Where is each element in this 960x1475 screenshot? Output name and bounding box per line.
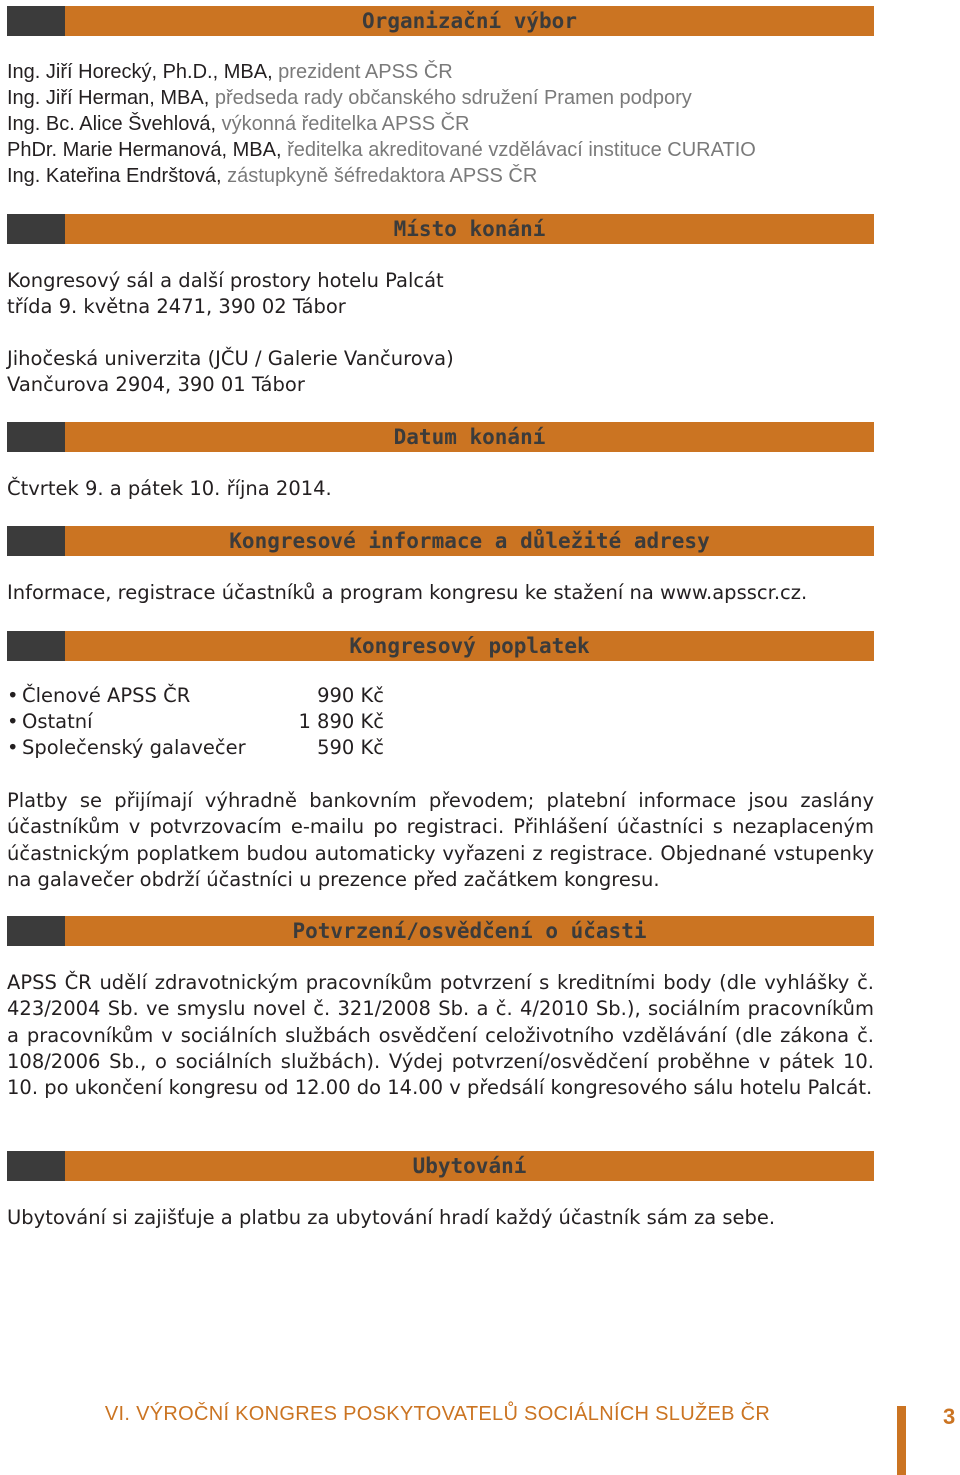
venue-line: Vančurova 2904, 390 01 Tábor <box>7 373 305 396</box>
date-text: Čtvrtek 9. a pátek 10. října 2014. <box>7 477 332 500</box>
venue-line: Jihočeská univerzita (JČU / Galerie Vančurova) <box>7 347 454 370</box>
section-title: Kongresový poplatek <box>349 634 590 658</box>
section-bar-info <box>7 526 874 556</box>
section-title: Ubytování <box>412 1154 527 1178</box>
venue-line: Kongresový sál a další prostory hotelu Palcát <box>7 269 444 292</box>
fee-note: Platby se přijímají výhradně bankovním převodem; platební informace jsou zaslány účastníkům v potvrzovacím e-mailu po registraci. Přihlášení účastníci s nezaplaceným účastnickým poplatkem budou automaticky vyřazeni z registrace. Objednané vstupenky na galavečer obdrží účastníci u prezence před začátkem kongresu. <box>7 789 874 891</box>
committee-list <box>7 59 756 189</box>
committee-member: Ing. Bc. Alice Švehlová, výkonná ředitelka APSS ČR <box>7 113 470 135</box>
fee-price: 590 Kč <box>317 736 384 759</box>
section-bar-organizing <box>7 6 874 36</box>
section-marker <box>7 214 65 244</box>
bullet: • <box>7 736 19 759</box>
venue-line: třída 9. května 2471, 390 02 Tábor <box>7 295 346 318</box>
section-bar-certificate <box>7 916 874 946</box>
bullet: • <box>7 710 19 733</box>
section-bar-date <box>7 422 874 452</box>
section-bar-accommodation <box>7 1151 874 1181</box>
section-marker <box>7 6 65 36</box>
committee-member: Ing. Kateřina Endrštová, zástupkyně šéfredaktora APSS ČR <box>7 165 538 187</box>
fee-label: Členové APSS ČR <box>22 684 191 707</box>
page-number: 3 <box>943 1404 956 1429</box>
fee-label: Společenský galavečer <box>22 736 246 759</box>
fee-row <box>7 683 384 709</box>
section-title: Kongresové informace a důležité adresy <box>229 529 710 553</box>
section-marker <box>7 1151 65 1181</box>
fee-row <box>7 735 384 761</box>
footer-title: VI. VÝROČNÍ KONGRES POSKYTOVATELŮ SOCIÁLNÍCH SLUŽEB ČR <box>104 1403 771 1425</box>
fee-row <box>7 709 384 735</box>
section-title: Potvrzení/osvědčení o účasti <box>292 919 647 943</box>
section-marker <box>7 916 65 946</box>
section-marker <box>7 631 65 661</box>
footer-rule <box>897 1406 906 1475</box>
committee-member: Ing. Jiří Horecký, Ph.D., MBA, prezident APSS ČR <box>7 61 453 83</box>
fee-price: 990 Kč <box>317 684 384 707</box>
section-title: Organizační výbor <box>362 9 577 33</box>
fee-list <box>7 683 384 761</box>
committee-member: Ing. Jiří Herman, MBA, předseda rady občanského sdružení Pramen podpory <box>7 87 692 109</box>
fee-price: 1 890 Kč <box>298 710 384 733</box>
section-title: Datum konání <box>393 425 546 449</box>
section-marker <box>7 422 65 452</box>
accommodation-text: Ubytování si zajišťuje a platbu za ubytování hradí každý účastník sám za sebe. <box>7 1206 776 1229</box>
section-bar-venue <box>7 214 874 244</box>
venue-block <box>7 268 454 398</box>
section-marker <box>7 526 65 556</box>
section-bar-fee <box>7 631 874 661</box>
bullet: • <box>7 684 19 707</box>
fee-label: Ostatní <box>22 710 93 733</box>
info-text: Informace, registrace účastníků a program kongresu ke stažení na www.apsscr.cz. <box>7 581 808 604</box>
section-title: Místo konání <box>393 217 546 241</box>
committee-member: PhDr. Marie Hermanová, MBA, ředitelka akreditované vzdělávací instituce CURATIO <box>7 139 756 161</box>
certificate-text: APSS ČR udělí zdravotnickým pracovníkům potvrzení s kreditními body (dle vyhlášky č. 423/2004 Sb. ve smyslu novel č. 321/2008 Sb. a č. 4/2010 Sb.), sociálním pracovníkům a pracovníkům v sociálních službách osvědčení celoživotního vzdělávání (dle zákona č. 108/2006 Sb., o sociálních službách). Výdej potvrzení/osvědčení proběhne v pátek 10. 10. po ukončení kongresu od 12.00 do 14.00 v předsálí kongresového sálu hotelu Palcát. <box>7 971 874 1100</box>
